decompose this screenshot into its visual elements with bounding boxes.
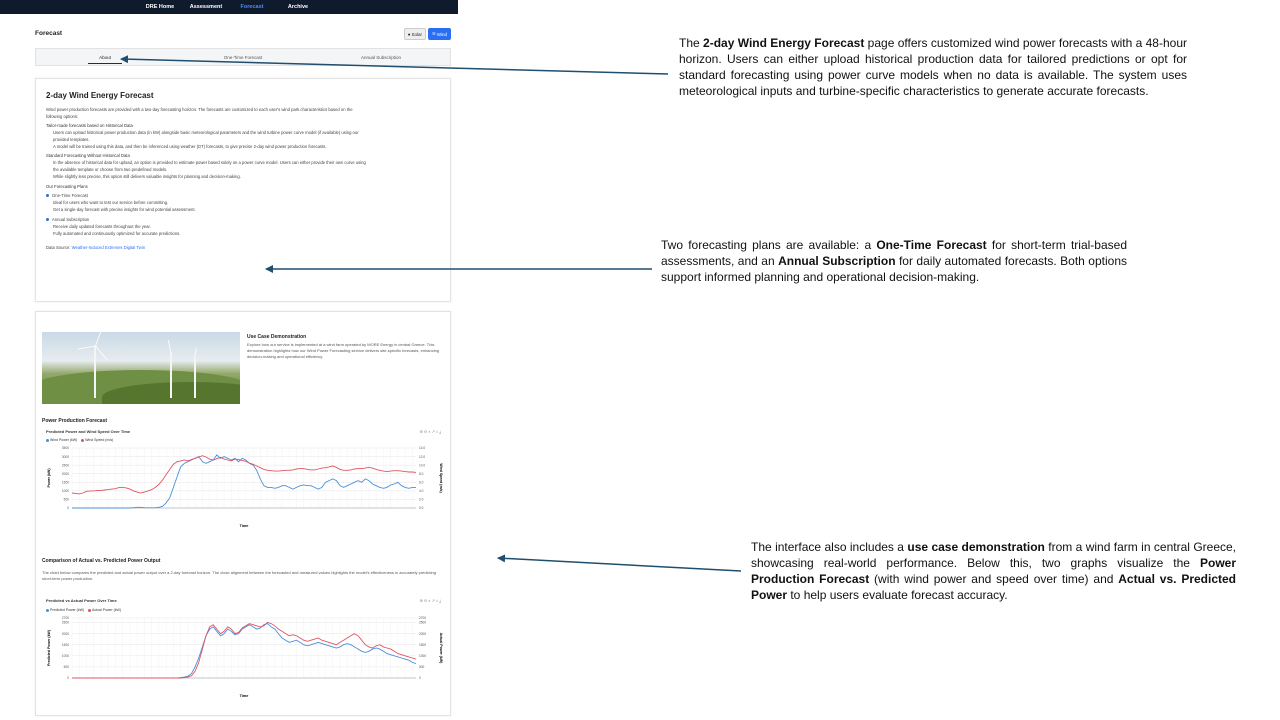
y2-tick-label: 10.0 bbox=[419, 463, 426, 468]
y2-tick-label: 6.0 bbox=[419, 480, 424, 485]
zoom-out-icon[interactable]: ⊖ bbox=[423, 429, 429, 434]
about-heading: 2-day Wind Energy Forecast bbox=[46, 91, 154, 100]
annotation-plans bbox=[661, 237, 1127, 285]
y-tick-label: 2000 bbox=[61, 631, 69, 636]
option-standard-title: Standard Forecasting Without Historical Data bbox=[46, 153, 130, 158]
annotation-text: from a wind farm in central Greece, showcasing real-world performance. Below this, two graphs visualize the bbox=[751, 540, 1237, 570]
legend-label: Actual Power (kW) bbox=[92, 608, 122, 612]
plan-one-time-line: Ideal for users who want to test our service before committing. bbox=[53, 200, 169, 205]
legend-label: Wind Speed (m/s) bbox=[85, 438, 114, 442]
tab-about[interactable]: About bbox=[36, 49, 174, 65]
y2-tick-label: 1500 bbox=[419, 642, 427, 647]
y-tick-label: 1500 bbox=[61, 642, 69, 647]
y2-axis-label: Actual Power (kW) bbox=[439, 632, 443, 664]
y-tick-label: 3500 bbox=[61, 446, 69, 451]
plans-title: Our Forecasting Plans bbox=[46, 184, 88, 189]
arrow-to-demo bbox=[498, 558, 741, 571]
nav-forecast[interactable]: Forecast bbox=[240, 4, 264, 10]
annotation-emphasis: Annual Subscription bbox=[778, 254, 896, 268]
y2-tick-label: 2.0 bbox=[419, 497, 424, 502]
zoom-in-icon[interactable]: ⊕ bbox=[419, 598, 424, 603]
annotation-about bbox=[679, 35, 1187, 99]
annotation-text: Two forecasting plans are available: a bbox=[661, 238, 877, 252]
solar-label: Solar bbox=[411, 31, 422, 37]
download-icon[interactable]: ⤓ bbox=[439, 429, 442, 434]
option-historical-line: A model will be trained using this data, and then be inferenced using weather (DT) forecasts, to give precise 2-day wind power production forecasts. bbox=[53, 144, 327, 149]
y2-tick-label: 0.0 bbox=[419, 506, 424, 511]
pan-icon[interactable]: ↗ bbox=[431, 429, 436, 434]
zoom-in-icon[interactable]: ⊕ bbox=[419, 429, 424, 434]
search-icon[interactable]: ⌕ bbox=[428, 429, 432, 434]
y2-tick-label: 2000 bbox=[419, 631, 427, 636]
annotation-emphasis: Actual vs. Predicted Power bbox=[751, 572, 1236, 602]
wind-label: Wind bbox=[436, 31, 447, 37]
chart1-section-title: Power Production Forecast bbox=[42, 418, 108, 424]
y-tick-label: 500 bbox=[63, 497, 69, 502]
nav-dre-home[interactable]: DRE Home bbox=[145, 4, 175, 10]
use-case-title: Use Case Demonstration bbox=[247, 334, 307, 340]
annotation-emphasis: One-Time Forecast bbox=[876, 238, 987, 252]
use-case-text: Explore how our service is implemented at a wind farm operated by MORE Energy in central Greece. This demonstration highlights how our Wind Power Forecasting service delivers site-specific forecasts, enhancing decision-making and operational efficiency. bbox=[247, 342, 440, 359]
annotation-text: The bbox=[679, 36, 704, 50]
plan-one-time-line: Get a single-day forecast with precise insights for wind potential assessment. bbox=[53, 207, 196, 212]
sun-icon: ● bbox=[407, 31, 411, 37]
zoom-out-icon[interactable]: ⊖ bbox=[423, 598, 429, 603]
y-tick-label: 0 bbox=[67, 506, 69, 511]
legend-label: Predicted Power (kW) bbox=[50, 608, 85, 612]
plan-annual-title: Annual Subscription bbox=[52, 217, 90, 222]
option-standard-line: In the absence of historical data for upload, an option is provided to estimate power based solely on a power curve model. Users can either provide their own curve using bbox=[53, 160, 366, 165]
search-icon[interactable]: ⌕ bbox=[428, 598, 432, 603]
tab-one-time-forecast[interactable]: One-Time Forecast bbox=[223, 55, 263, 60]
annotation-text: (with wind power and speed over time) and bbox=[869, 572, 1119, 586]
nav-archive[interactable]: Archive bbox=[287, 4, 309, 10]
y-tick-label: 2000 bbox=[61, 471, 69, 476]
data-source-label: Data Source: bbox=[46, 245, 71, 250]
y-tick-label: 500 bbox=[63, 665, 69, 670]
data-source-link[interactable]: Weather-Induced Extremes Digital Twin bbox=[71, 245, 146, 250]
annotation-emphasis: 2-day Wind Energy Forecast bbox=[703, 36, 865, 50]
page-title: Forecast bbox=[35, 30, 63, 37]
x-axis-label: Time bbox=[239, 694, 249, 698]
y2-tick-label: 2700 bbox=[419, 616, 427, 621]
annotation-emphasis: Power Production Forecast bbox=[751, 556, 1236, 586]
download-icon[interactable]: ⤓ bbox=[439, 598, 442, 603]
y2-tick-label: 500 bbox=[419, 665, 425, 670]
nav-assessment[interactable]: Assessment bbox=[189, 4, 223, 10]
chart1-title: Predicted Power and Wind Speed Over Time bbox=[46, 429, 131, 434]
y2-tick-label: 12.0 bbox=[419, 454, 426, 459]
chart2-section-title: Comparison of Actual vs. Predicted Power Output bbox=[42, 558, 161, 564]
plan-annual-line: Fully automated and continuously optimized for accurate predictions. bbox=[53, 231, 181, 236]
annotation-text: to help users evaluate forecast accuracy. bbox=[787, 588, 1008, 602]
intro-text-2: following options: bbox=[46, 114, 79, 119]
arrow-to-about-tab bbox=[121, 59, 668, 74]
plan-one-time-title: One-Time Forecast bbox=[52, 193, 88, 198]
chart2-title: Predicted vs Actual Power Over Time bbox=[46, 598, 117, 603]
tab-annual-subscription[interactable]: Annual Subscription bbox=[360, 55, 402, 60]
y-tick-label: 1000 bbox=[61, 653, 69, 658]
y-tick-label: 2700 bbox=[61, 616, 69, 621]
y2-tick-label: 1000 bbox=[419, 653, 427, 658]
y-tick-label: 0 bbox=[67, 676, 69, 681]
y2-tick-label: 14.0 bbox=[419, 446, 426, 451]
option-historical-line: Users can upload historical power production data (in kW) alongside basic meteorological parameters and the wind turbine power curve model (if available) using our bbox=[53, 130, 359, 135]
option-historical-title: Tailor-made forecasts based on Historical Data bbox=[46, 123, 133, 128]
annotation-text: The interface also includes a bbox=[751, 540, 908, 554]
y2-tick-label: 2500 bbox=[419, 620, 427, 625]
plan-annual-line: Receive daily updated forecasts throughout the year. bbox=[53, 224, 151, 229]
pan-icon[interactable]: ↗ bbox=[431, 598, 436, 603]
option-standard-line: the available template or choose from two predefined models. bbox=[53, 167, 168, 172]
y2-tick-label: 4.0 bbox=[419, 489, 424, 494]
option-standard-line: While slightly less precise, this option still delivers valuable insights for planning and decision-making. bbox=[53, 174, 241, 179]
chart2-description: The chart below compares the predicted and actual power output over a 2-day forecast horizon. The close alignment between the forecasted and measured values highlights the model's effectiveness in accurately predicting short-term power production. bbox=[42, 570, 436, 581]
y-tick-label: 2500 bbox=[61, 620, 69, 625]
y-axis-label: Predicted Power (kW) bbox=[47, 630, 51, 666]
annotation-text: for daily automated forecasts. Both options support informed planning and operational decision-making. bbox=[661, 254, 1128, 284]
option-historical-line: provided templates. bbox=[53, 137, 90, 142]
y2-axis-label: Wind Speed (m/s) bbox=[439, 463, 443, 493]
annotation-demo bbox=[751, 539, 1236, 603]
home-icon[interactable]: ⌂ bbox=[435, 429, 440, 434]
x-axis-label: Time bbox=[239, 524, 249, 528]
y-tick-label: 1500 bbox=[61, 480, 69, 485]
y-tick-label: 2500 bbox=[61, 463, 69, 468]
wind-icon: ≋ bbox=[431, 31, 436, 36]
legend-label: Wind Power (kW) bbox=[50, 438, 78, 442]
annotation-text: page offers customized wind power forecasts with a 48-hour horizon. Users can either upload historical production data for tailored predictions or opt for standard forecasting using power curve models when no data is available. The system uses meteorological inputs and turbine-specific characteristics to generate accurate forecasts. bbox=[679, 36, 1187, 98]
intro-text: Wind power production forecasts are provided with a two-day forecasting horizon. The forecasts are customized to each user's wind park characteristics based on the bbox=[46, 107, 353, 112]
annotation-emphasis: use case demonstration bbox=[907, 540, 1045, 554]
y-axis-label: Power (kW) bbox=[47, 468, 51, 488]
home-icon[interactable]: ⌂ bbox=[435, 598, 440, 603]
y2-tick-label: 0 bbox=[419, 676, 421, 681]
y2-tick-label: 8.0 bbox=[419, 471, 424, 476]
y-tick-label: 1000 bbox=[61, 489, 69, 494]
annotation-text: for short-term trial-based assessments, and an bbox=[661, 238, 1127, 268]
y-tick-label: 3000 bbox=[61, 454, 69, 459]
